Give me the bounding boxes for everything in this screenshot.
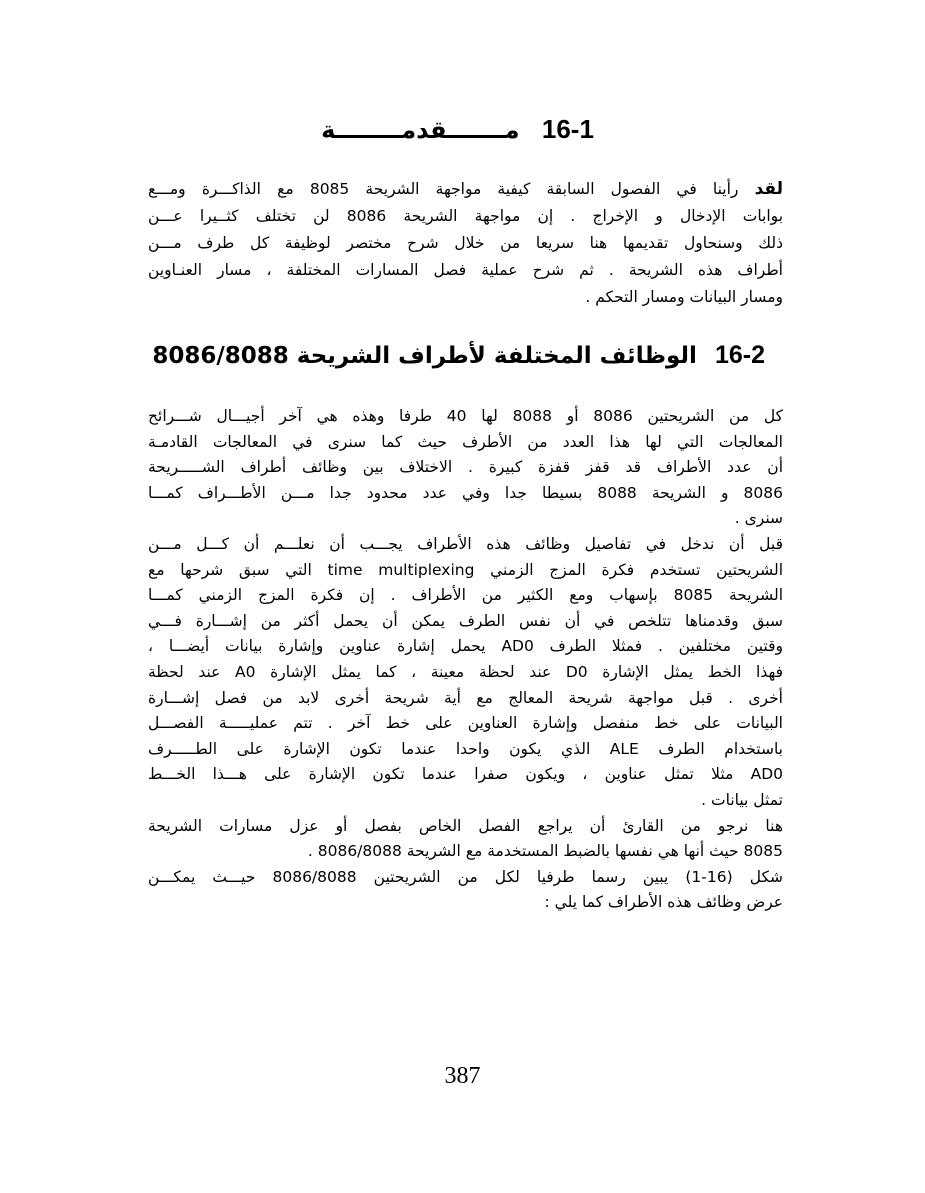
text-line: قبل أن ندخل في تفاصيل وظائف هذه الأطراف يجـــب أن نعلـــم أن كـــل مـــن — [148, 534, 783, 553]
body-text — [148, 404, 783, 916]
intro-first-word: لقد — [754, 179, 783, 199]
text-line: وقتين مختلفين . فمثلا الطرف AD0 يحمل إشارة عناوين وإشارة بيانات أيضـــا ، — [148, 637, 783, 656]
text-line: سبق وقدمناها تتلخص في أن نفس الطرف يمكن أن يحمل أكثر من إشـــارة فـــي — [148, 611, 783, 630]
text-line: ومسار البيانات ومسار التحكم . — [585, 288, 783, 306]
heading-title: مـــــــقدمــــــــة — [321, 116, 520, 144]
text-line: الشريحتين تستخدم فكرة المزج الزمني time multiplexing التي سبق شرحها مع — [148, 560, 783, 579]
heading-title: الوظائف المختلفة لأطراف الشريحة 8086/8088 — [152, 343, 697, 369]
text-line: كل من الشريحتين 8086 أو 8088 لها 40 طرفا وهذه هي آخر أجيـــال شـــرائح — [148, 407, 783, 425]
text-line: AD0 مثلا تمثل عناوين ، ويكون صفرا عندما تكون الإشارة على هـــذا الخـــط — [148, 765, 783, 784]
text-line: عرض وظائف هذه الأطراف كما يلي : — [544, 893, 783, 912]
intro-paragraph — [148, 176, 783, 311]
heading-number: 16-2 — [714, 341, 765, 369]
page-number: 387 — [444, 1063, 481, 1089]
text-line: أخرى . قبل مواجهة شريحة المعالج مع أية شريحة أخرى لابد من فصل إشـــارة — [148, 688, 783, 707]
text-line: سنرى . — [734, 509, 783, 528]
text-line: 8086 و الشريحة 8088 بسيطا جدا وفي عدد محدود جدا مـــن الأطـــراف كمـــا — [148, 483, 783, 502]
text-line — [148, 176, 783, 203]
text-line: الشريحة 8085 بإسهاب ومع الكثير من الأطراف . إن فكرة المزج الزمني كمـــا — [148, 586, 783, 605]
text-line: فهذا الخط يمثل الإشارة D0 عند لحظة معينة ، كما يمثل الإشارة A0 عند لحظة — [148, 662, 783, 681]
heading-number: 16-1 — [541, 114, 594, 144]
text-line: تمثل بيانات . — [701, 790, 783, 809]
text-line: أن عدد الأطراف قد قفز قفزة كبيرة . الاختلاف بين وظائف أطراف الشـــــريحة — [148, 458, 783, 477]
chapter-intro-heading — [140, 114, 775, 145]
text-line: شكل (16-1) يبين رسما طرفيا لكل من الشريحتين 8086/8088 حيـــث يمكـــن — [148, 867, 783, 886]
text-line-content: رأينا في الفصول السابقة كيفية مواجهة الشريحة 8085 مع الذاكـــرة ومـــع — [148, 180, 755, 198]
section-heading — [152, 341, 765, 370]
text-line: 8085 حيث أنها هي نفسها بالضبط المستخدمة مع الشريحة 8086/8088 . — [307, 842, 783, 861]
text-line: ذلك وسنحاول تقديمها هنا سريعا من خلال شرح مختصر لوظيفة كل طرف مـــن — [148, 234, 783, 252]
text-line: المعالجات التي لها هذا العدد من الأطرف حيث كما سنرى في المعالجات القادمـة — [148, 432, 783, 451]
text-line: البيانات على خط منفصل وإشارة العناوين على خط آخر . تتم عمليـــــة الفصـــل — [148, 714, 783, 733]
text-line: بوابات الإدخال و الإخراج . إن مواجهة الشريحة 8086 لن تختلف كثــيرا عـــن — [148, 207, 783, 225]
text-line: باستخدام الطرف ALE الذي يكون واحدا عندما تكون الإشارة على الطـــــرف — [148, 739, 783, 758]
text-line: أطراف هذه الشريحة . ثم شرح عملية فصل المسارات المختلفة ، مسار العنـاوين — [148, 261, 783, 279]
text-line: هنا نرجو من القارئ أن يراجع الفصل الخاص بفصل أو عزل مسارات الشريحة — [148, 816, 783, 835]
